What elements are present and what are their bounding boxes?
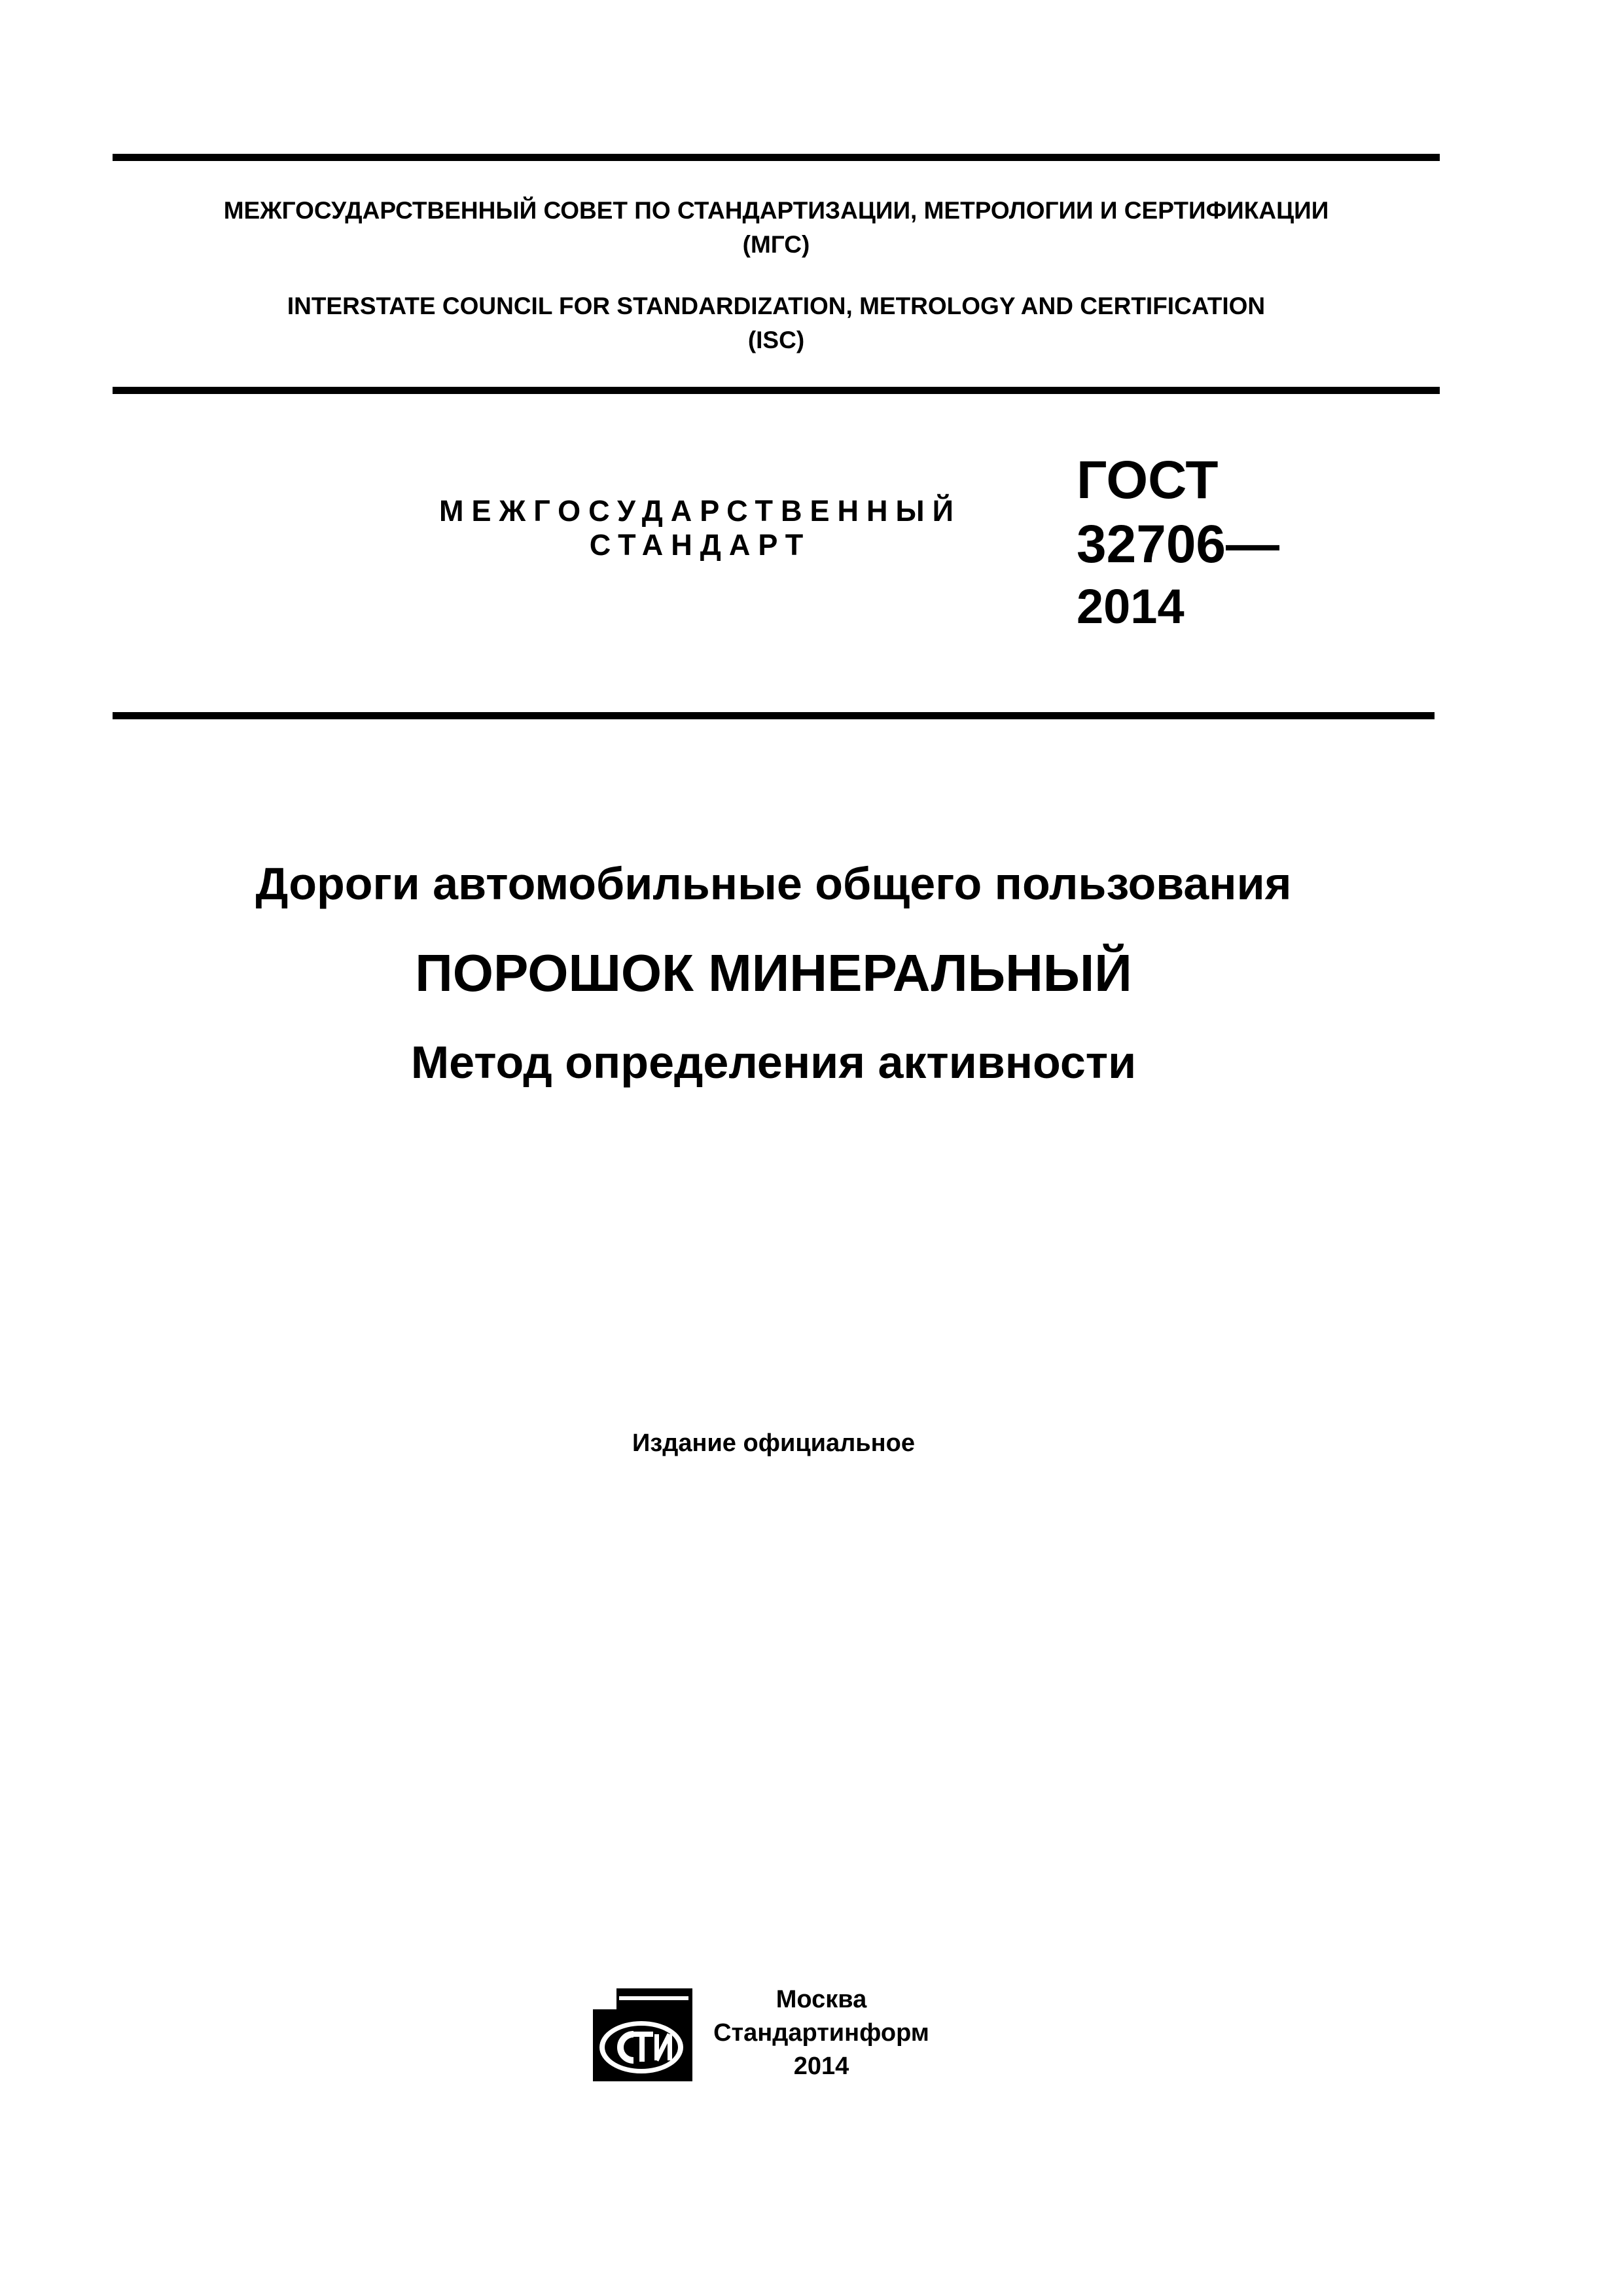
standard-label-line1: МЕЖГОСУДАРСТВЕННЫЙ (439, 494, 961, 528)
council-name-ru (113, 194, 1440, 262)
edition-note: Издание официальное (632, 1429, 915, 1457)
publisher-year: 2014 (793, 2053, 849, 2080)
council-name-en-line1: INTERSTATE COUNCIL FOR STANDARDIZATION, METROLOGY AND CERTIFICATION (287, 293, 1266, 319)
council-name-en (113, 289, 1440, 357)
document-title-main: ПОРОШОК МИНЕРАЛЬНЫЙ (415, 944, 1132, 1002)
standartinform-logo-icon (590, 1983, 695, 2084)
middle-rule (113, 387, 1440, 394)
gost-designation (1077, 448, 1279, 637)
gost-year: 2014 (1077, 579, 1185, 634)
gost-code: ГОСТ (1077, 450, 1219, 510)
standard-label (386, 494, 1014, 562)
top-rule (113, 154, 1440, 161)
publisher-city: Москва (776, 1986, 867, 2013)
document-title-subtitle: Метод определения активности (410, 1037, 1137, 1088)
document-title-line1: Дороги автомобильные общего пользования (255, 858, 1292, 909)
council-abbr-ru: (МГС) (742, 231, 810, 258)
gost-number: 32706— (1077, 514, 1280, 574)
lower-rule (113, 712, 1435, 719)
council-name-ru-line1: МЕЖГОСУДАРСТВЕННЫЙ СОВЕТ ПО СТАНДАРТИЗАЦИИ, МЕТРОЛОГИИ И СЕРТИФИКАЦИИ (223, 197, 1329, 224)
council-abbr-en: (ISC) (747, 327, 805, 353)
standard-label-line2: СТАНДАРТ (589, 528, 812, 562)
publisher-imprint (710, 1983, 933, 2083)
publisher-name: Стандартинформ (713, 2019, 929, 2047)
